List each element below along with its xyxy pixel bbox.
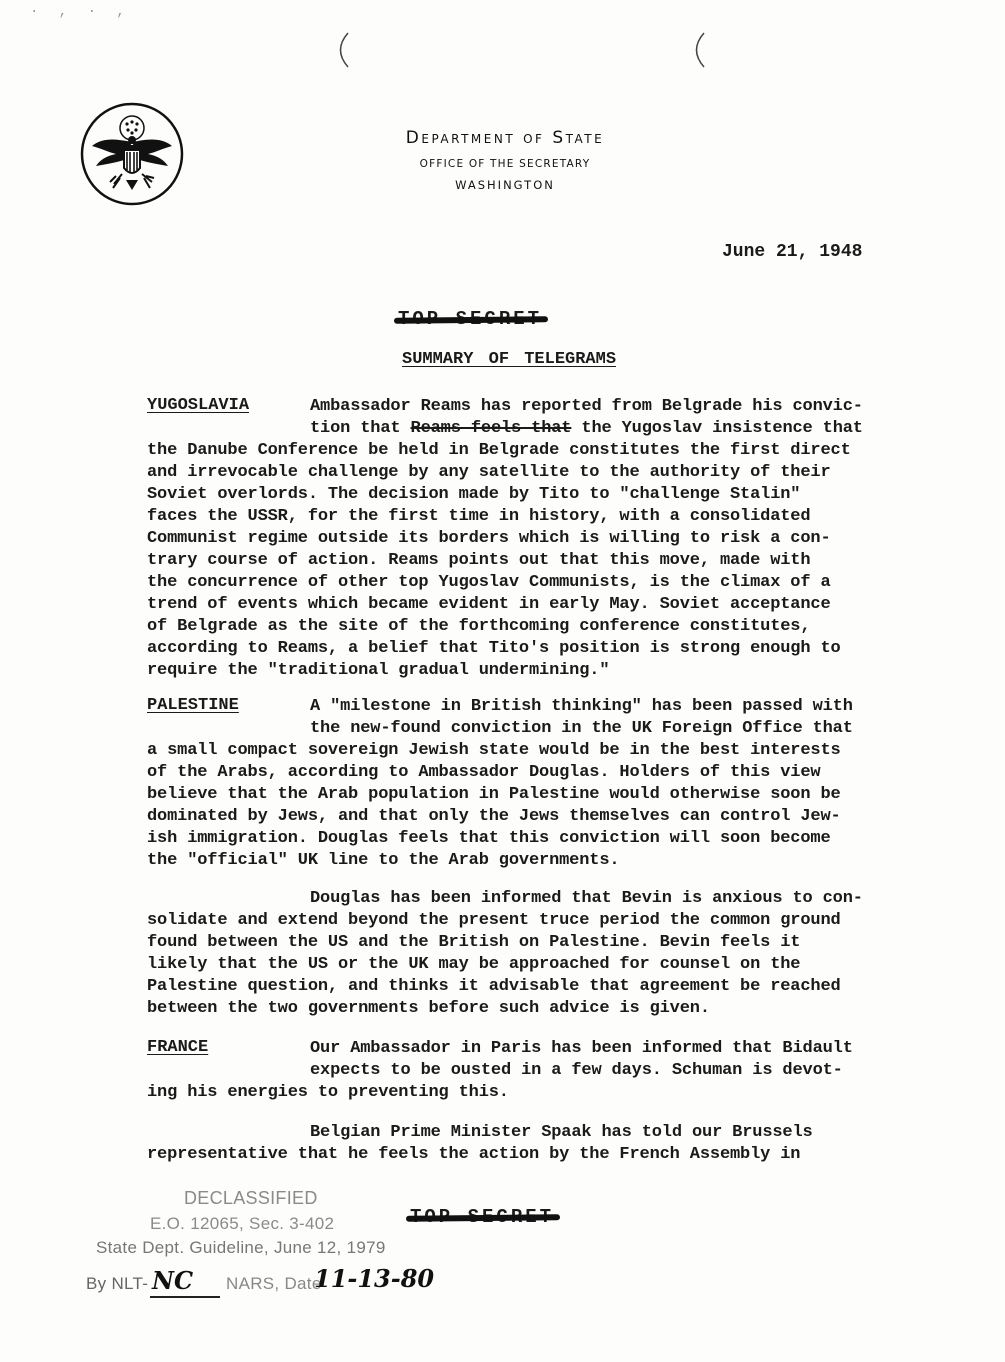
text-line: Ambassador Reams has reported from Belgrade his convic- xyxy=(310,397,863,416)
declassified-date: 11-13-80 xyxy=(314,1264,435,1293)
section-label-france: FRANCE xyxy=(147,1038,209,1057)
declassified-authority: E.O. 12065, Sec. 3-402 xyxy=(150,1214,335,1233)
department-name: Department of State xyxy=(405,128,605,148)
declassified-by-label: By NLT- xyxy=(86,1274,149,1293)
text-line: believe that the Arab population in Palestine would otherwise soon be xyxy=(147,785,841,804)
classification-top xyxy=(398,308,542,330)
text-line: tion that Reams feels that the Yugoslav insistence that xyxy=(310,419,863,438)
text-line: representative that he feels the action by the French Assembly in xyxy=(147,1145,801,1164)
office-name: OFFICE OF THE SECRETARY xyxy=(419,158,591,170)
section-label-palestine: PALESTINE xyxy=(147,696,239,715)
punch-hole-left xyxy=(330,30,352,70)
text-line: Communist regime outside its borders which is willing to risk a con- xyxy=(147,529,831,548)
text-line: A "milestone in British thinking" has been passed with xyxy=(310,697,853,716)
text-line: the concurrence of other top Yugoslav Communists, is the climax of a xyxy=(147,573,831,592)
text-line: between the two governments before such advice is given. xyxy=(147,999,710,1018)
text-line: solidate and extend beyond the present truce period the common ground xyxy=(147,911,841,930)
text-line: trend of events which became evident in early May. Soviet acceptance xyxy=(147,595,831,614)
text-line: Soviet overlords. The decision made by Tito to "challenge Stalin" xyxy=(147,485,801,504)
declassified-stamp-title: DECLASSIFIED xyxy=(184,1188,318,1208)
section-label-yugoslavia: YUGOSLAVIA xyxy=(147,396,250,415)
text-line: the new-found conviction in the UK Foreign Office that xyxy=(310,719,853,738)
declassified-nars-label: NARS, Date xyxy=(226,1274,322,1293)
text-line: and irrevocable challenge by any satellite to the authority of their xyxy=(147,463,831,482)
text-line: ing his energies to preventing this. xyxy=(147,1083,509,1102)
text-line: the Danube Conference be held in Belgrade constitutes the first direct xyxy=(147,441,851,460)
text-line: of the Arabs, according to Ambassador Douglas. Holders of this view xyxy=(147,763,821,782)
struck-text: Reams feels that xyxy=(410,419,572,438)
text-line: expects to be ousted in a few days. Schuman is devot- xyxy=(310,1061,843,1080)
text-line: of Belgrade as the site of the forthcoming conference constitutes, xyxy=(147,617,811,636)
city-name: WASHINGTON xyxy=(455,178,555,192)
letterhead xyxy=(300,128,710,192)
memo-date: June 21, 1948 xyxy=(722,242,863,262)
text-line: according to Reams, a belief that Tito's position is strong enough to xyxy=(147,639,841,658)
text-line: faces the USSR, for the first time in history, with a consolidated xyxy=(147,507,811,526)
text-line: the "official" UK line to the Arab governments. xyxy=(147,851,620,870)
text-line: Belgian Prime Minister Spaak has told our Brussels xyxy=(310,1123,813,1142)
great-seal-icon xyxy=(80,102,184,206)
text-line: a small compact sovereign Jewish state would be in the best interests xyxy=(147,741,841,760)
text-line: ish immigration. Douglas feels that this conviction will soon become xyxy=(147,829,831,848)
text-line: Douglas has been informed that Bevin is anxious to con- xyxy=(310,889,863,908)
text-line: likely that the US or the UK may be approached for counsel on the xyxy=(147,955,801,974)
text-line: dominated by Jews, and that only the Jews themselves can control Jew- xyxy=(147,807,841,826)
margin-marks: · , · , xyxy=(30,4,131,20)
text-line: found between the US and the British on Palestine. Bevin feels it xyxy=(147,933,801,952)
text-line: Our Ambassador in Paris has been informed that Bidault xyxy=(310,1039,853,1058)
page-title: SUMMARY OF TELEGRAMS xyxy=(402,350,617,369)
classification-bottom xyxy=(410,1206,554,1228)
declassified-initials: NC xyxy=(152,1266,194,1295)
signature-underline xyxy=(150,1296,220,1298)
text-line: trary course of action. Reams points out that this move, made with xyxy=(147,551,811,570)
declassified-guideline: State Dept. Guideline, June 12, 1979 xyxy=(96,1238,386,1257)
text-line: require the "traditional gradual undermining." xyxy=(147,661,610,680)
punch-hole-right xyxy=(686,30,708,70)
text-line: Palestine question, and thinks it advisable that agreement be reached xyxy=(147,977,841,996)
